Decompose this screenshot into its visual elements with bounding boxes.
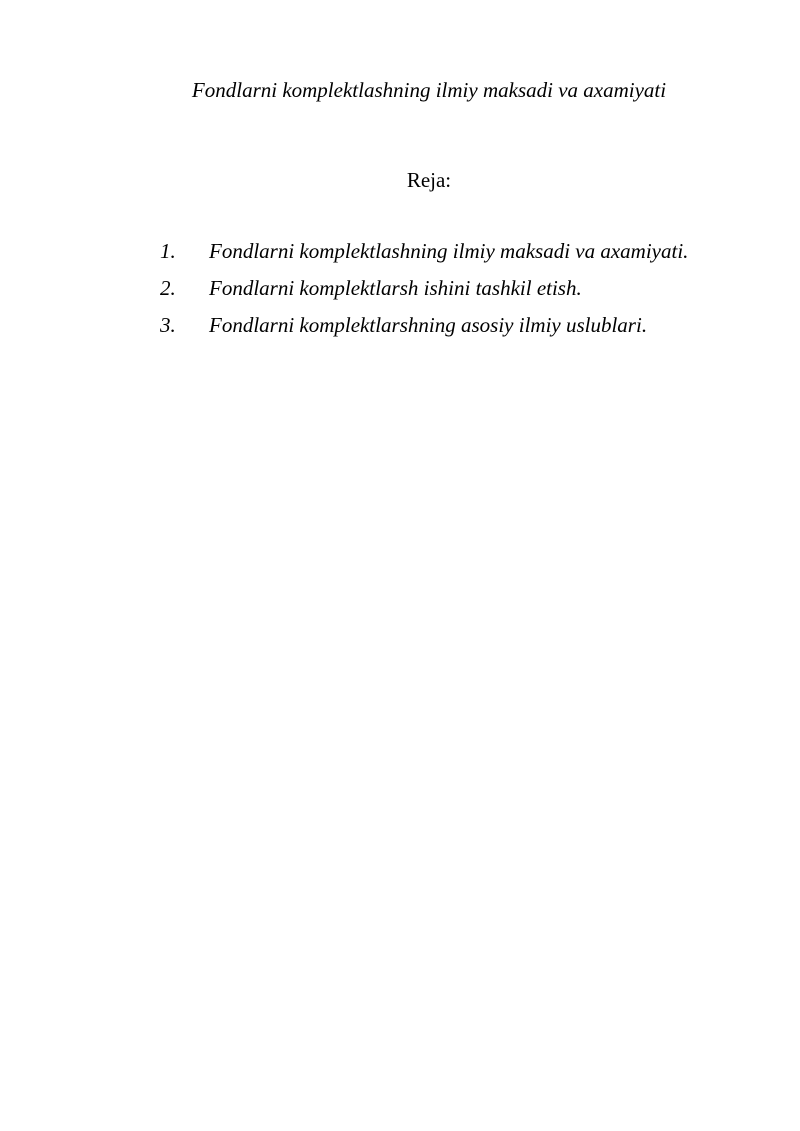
plan-list-item [160, 311, 780, 348]
plan-item-text: Fondlarni komplektlarsh ishini tashkil etish. [209, 276, 582, 300]
plan-item-number: 3. [160, 313, 176, 337]
plan-item-text: Fondlarni komplektlashning ilmiy maksadi va axamiyati. [209, 239, 689, 263]
plan-item-number: 2. [160, 276, 176, 300]
plan-list-item [160, 274, 780, 311]
plan-item-number: 1. [160, 239, 176, 263]
document-title: Fondlarni komplektlashning ilmiy maksadi va axamiyati [191, 78, 667, 102]
plan-heading: Reja: [406, 168, 452, 192]
plan-list-item [160, 237, 780, 274]
plan-list [160, 237, 780, 348]
plan-item-text: Fondlarni komplektlarshning asosiy ilmiy uslublari. [209, 313, 648, 337]
